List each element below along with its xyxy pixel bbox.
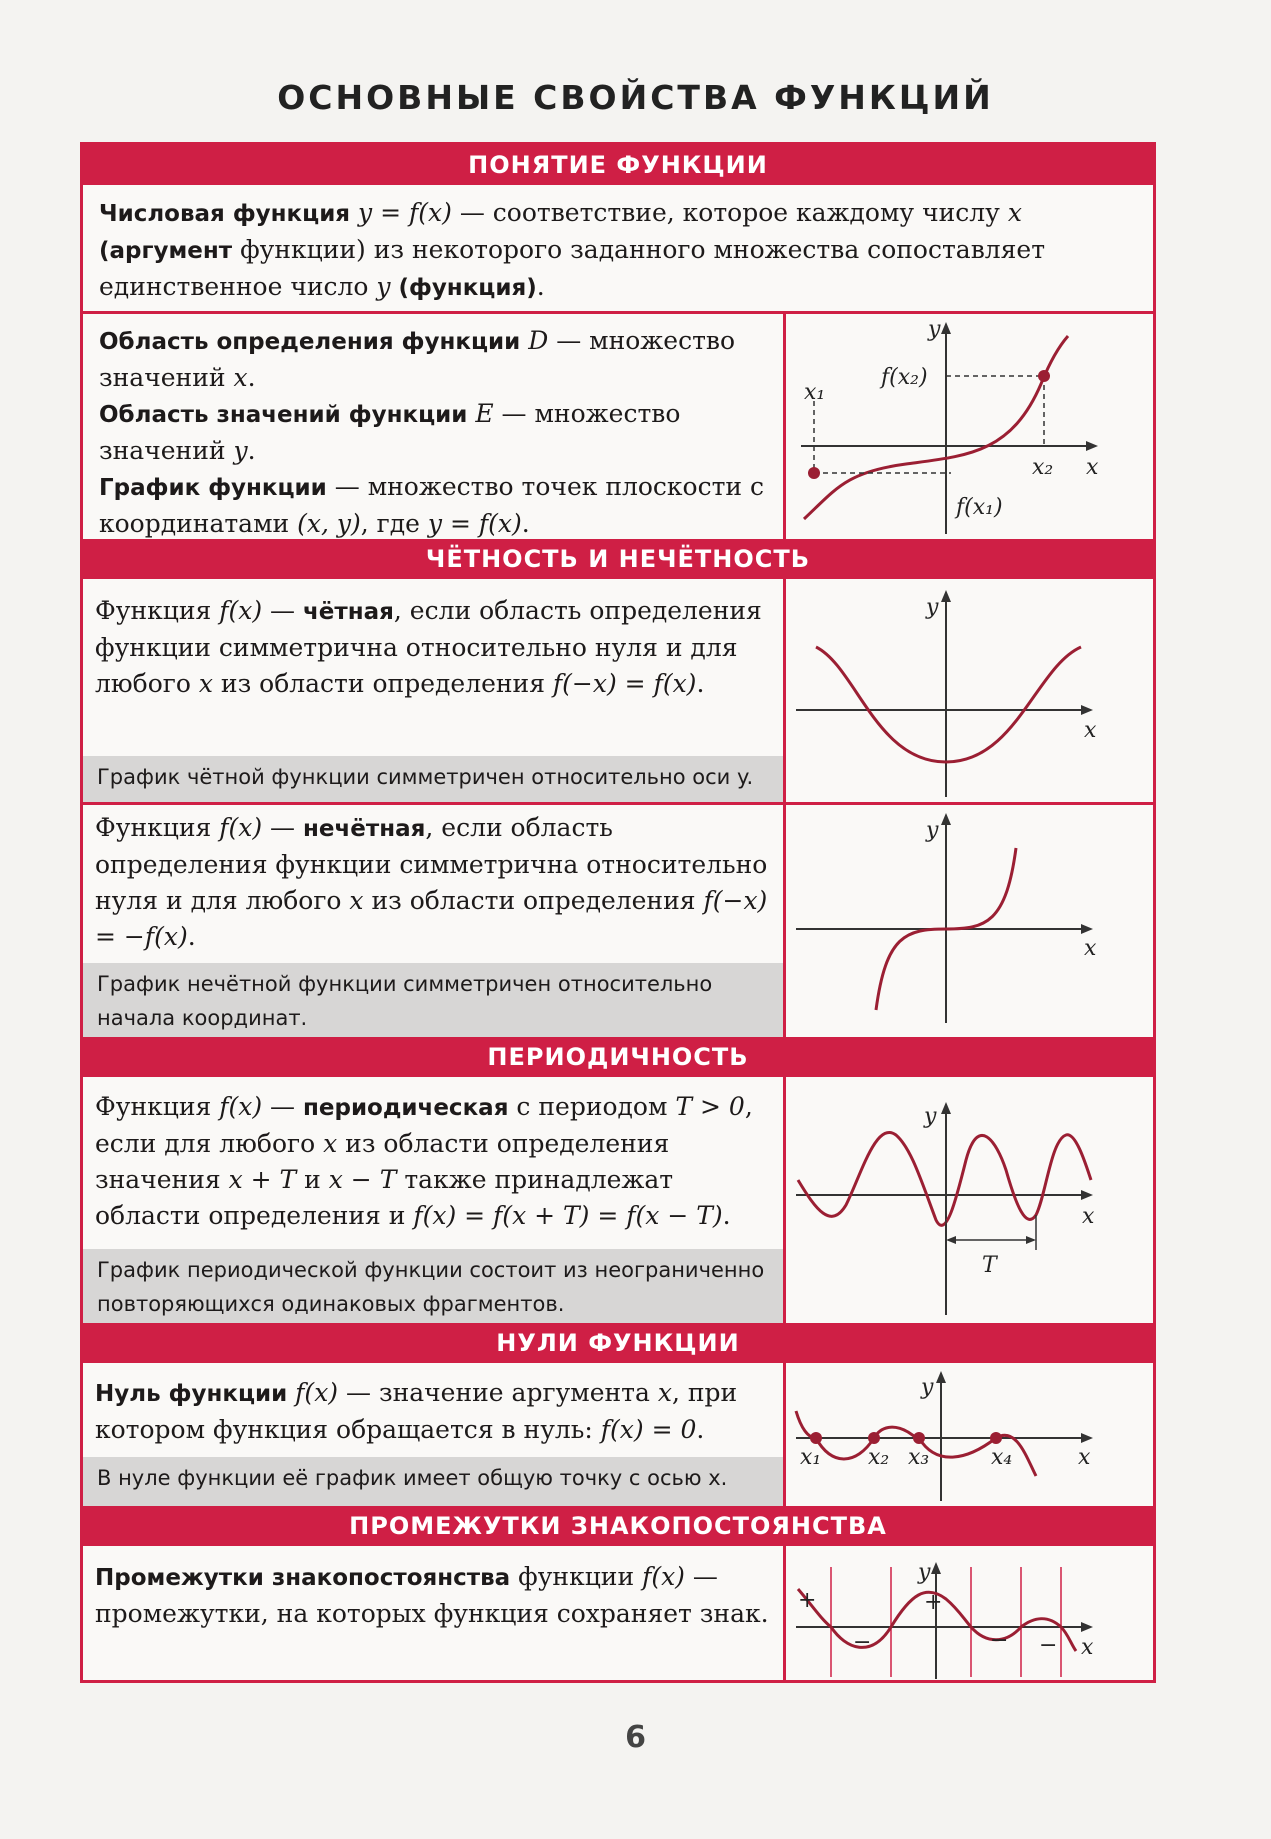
svg-text:x₁: x₁ [804, 380, 826, 405]
periodic-function-note: График периодической функции состоит из неограниченно повторяющихся одинаковых фрагментов. [83, 1249, 783, 1323]
svg-text:y: y [924, 1104, 937, 1129]
function-graph-figure [786, 314, 1156, 539]
function-zero-note: В нуле функции её график имеет общую точку с осью x. [83, 1457, 783, 1506]
section-header-zeros: НУЛИ ФУНКЦИИ [83, 1323, 1153, 1363]
domain-definition: Область определения функции D — множество значений x. Область значений функции E — множество значений y. График функции — множество точек плоскости с координатами (x, y), где y = f(x). [99, 326, 765, 538]
svg-text:T: T [982, 1253, 997, 1278]
svg-text:x: x [1084, 718, 1097, 743]
svg-text:x: x [1078, 1445, 1091, 1470]
zero-x3 [913, 1432, 925, 1444]
zero-x4 [990, 1432, 1002, 1444]
point-x1 [808, 467, 820, 479]
svg-text:x: x [1086, 455, 1099, 480]
svg-text:x: x [1084, 936, 1097, 961]
increasing-curve [804, 336, 1068, 519]
svg-text:y: y [926, 595, 939, 620]
periodic-function-definition: Функция f(x) — периодическая с периодом T > 0, если для любого x из области определения значения x + T и x − T также принадлежат области определения и f(x) = f(x + T) = f(x − T). [95, 1092, 753, 1230]
periodic-curve [798, 1132, 1091, 1225]
odd-function-note: График нечётной функции симметричен относительно начала координат. [83, 963, 783, 1037]
svg-text:+: + [924, 1590, 943, 1615]
svg-text:x₁: x₁ [800, 1445, 822, 1470]
svg-text:−: − [1039, 1633, 1058, 1658]
function-definition: Числовая функция y = f(x) — соответствие, которое каждому числу x (аргумент функции) из некоторого заданного множества сопоставляет единственное число y (функция). [99, 198, 1046, 301]
sign-constancy-definition: Промежутки знакопостоянства функции f(x) — промежутки, на которых функция сохраняет знак. [95, 1562, 769, 1628]
svg-text:x₃: x₃ [908, 1445, 930, 1470]
properties-table [80, 142, 1156, 1683]
svg-text:x: x [1082, 1204, 1095, 1229]
periodic-function-figure [786, 1080, 1156, 1323]
section-header-concept: ПОНЯТИЕ ФУНКЦИИ [83, 145, 1153, 185]
svg-text:y: y [928, 317, 941, 342]
zero-x1 [810, 1432, 822, 1444]
even-curve [816, 647, 1081, 762]
section-header-parity: ЧЁТНОСТЬ И НЕЧЁТНОСТЬ [83, 539, 1153, 579]
svg-text:f(x₂): f(x₂) [881, 365, 928, 390]
point-x2 [1038, 370, 1050, 382]
svg-text:+: + [798, 1588, 817, 1613]
page-title: ОСНОВНЫЕ СВОЙСТВА ФУНКЦИЙ [277, 78, 994, 117]
sign-constancy-figure [786, 1549, 1156, 1683]
section-header-periodicity: ПЕРИОДИЧНОСТЬ [83, 1037, 1153, 1077]
svg-text:−: − [853, 1630, 872, 1655]
page-number: 6 [625, 1720, 646, 1755]
zero-x2 [868, 1432, 880, 1444]
svg-text:y: y [926, 818, 939, 843]
even-function-definition: Функция f(x) — чётная, если область определения функции симметрична относительно нуля и для любого x из области определения f(−x) = f(x). [95, 596, 762, 698]
svg-text:y: y [921, 1375, 934, 1400]
svg-text:−: − [990, 1628, 1009, 1653]
odd-function-definition: Функция f(x) — нечётная, если область определения функции симметрична относительно нуля и для любого x из области определения f(−x) = −f(x). [95, 813, 768, 951]
section-header-sign: ПРОМЕЖУТКИ ЗНАКОПОСТОЯНСТВА [83, 1506, 1153, 1546]
odd-function-figure [786, 805, 1156, 1037]
even-function-note: График чётной функции симметричен относительно оси y. [83, 756, 783, 802]
svg-text:x₂: x₂ [1032, 455, 1054, 480]
svg-text:f(x₁): f(x₁) [956, 495, 1003, 520]
svg-text:x₂: x₂ [868, 1445, 890, 1470]
function-zeros-figure [786, 1366, 1156, 1506]
svg-text:y: y [918, 1560, 931, 1585]
even-function-figure [786, 582, 1156, 802]
function-zero-definition: Нуль функции f(x) — значение аргумента x, при котором функция обращается в нуль: f(x) = 0. [95, 1378, 738, 1444]
svg-text:x₄: x₄ [991, 1445, 1013, 1470]
svg-text:x: x [1081, 1635, 1094, 1660]
